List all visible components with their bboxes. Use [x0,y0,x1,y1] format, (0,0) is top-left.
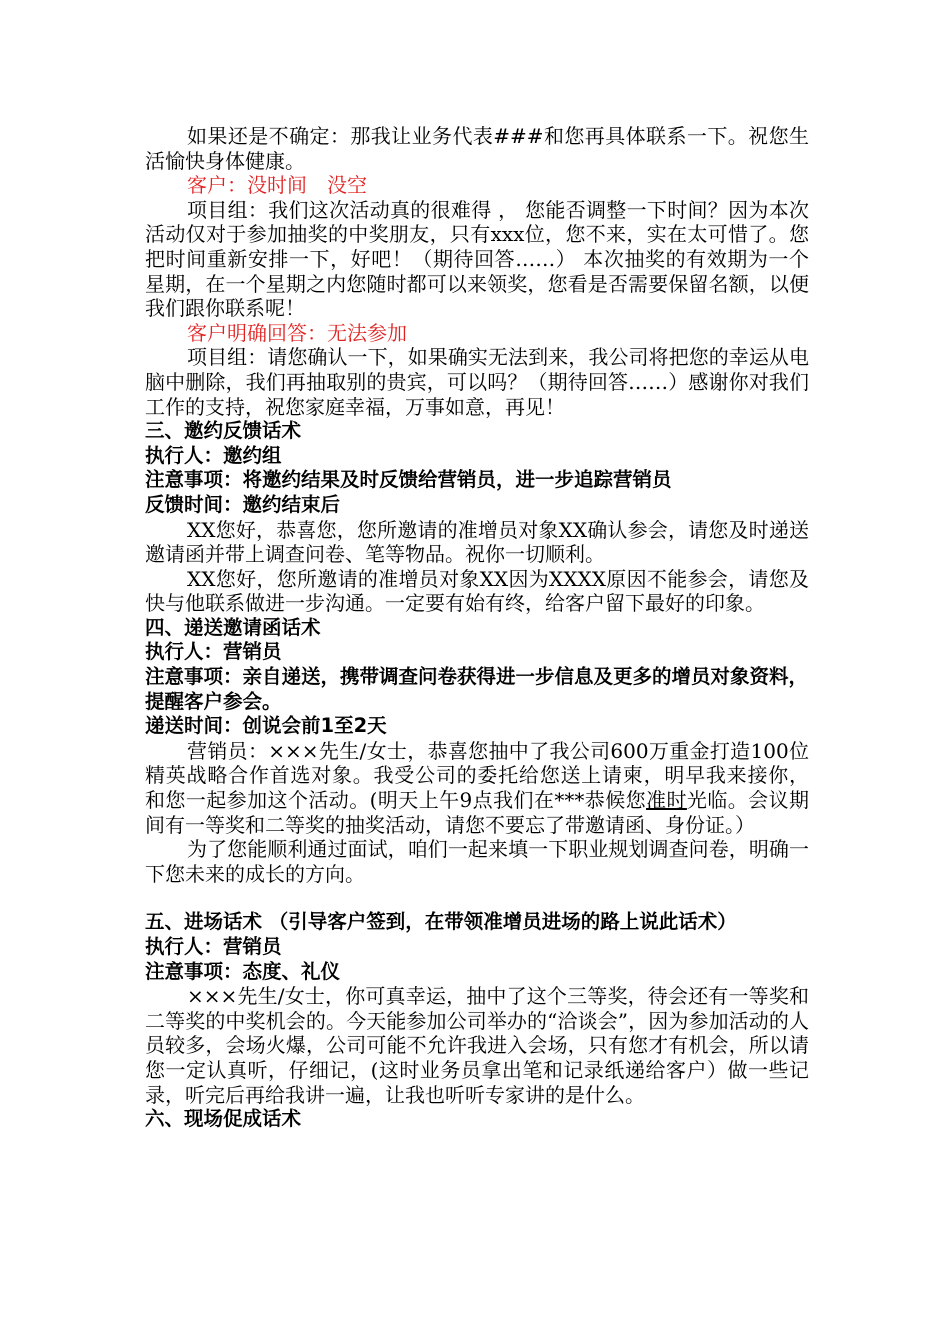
customer-cannot-attend-label: 客户明确回答：无法参加 [187,320,407,345]
section-4-executor: 执行人：营销员 [145,640,282,664]
section-4-paragraph-survey: 为了您能顺利通过面试，咱们一起来填一下职业规划调查问卷，明确一下您未来的成长的方向。 [145,837,809,886]
section-3-paragraph-confirmed: XX您好，恭喜您，您所邀请的准增员对象XX确认参会，请您及时递送邀请函并带上调查问卷、笔等物品。祝你一切顺利。 [145,517,809,567]
section-5-notes: 注意事项：态度、礼仪 [145,959,341,983]
section-3-paragraph-declined: XX您好，您所邀请的准增员对象XX因为XXXX原因不能参会，请您及快与他联系做进一步沟通。一定要有始有终，给客户留下最好的印象。 [145,566,809,616]
section-4-text-a: 营销员：×××先生/女士，恭喜您抽中了我公司600万重金打造100位精英战略合作首选对象。我受公司的委托给您送上请柬，明早我来接你， 和您一起参加这个活动。(明天上午9点我们在***恭候您 [145,738,809,813]
section-5-executor: 执行人：营销员 [145,935,282,958]
section-4-time: 递送时间：创说会前1至2天 [145,714,387,738]
section-3-executor: 执行人：邀约组 [145,443,282,467]
section-5-title: 五、进场话术 （引导客户签到，在带领准增员进场的路上说此话术） [145,910,737,934]
section-3-title: 三、邀约反馈话术 [145,419,302,443]
paragraph-uncertain-followup: 如果还是不确定：那我让业务代表###和您再具体联系一下。祝您生活愉快身体健康。 [145,124,809,173]
section-5-paragraph-entry-script: ×××先生/女士，你可真幸运，抽中了这个三等奖，待会还有一等奖和二等奖的中奖机会的。今天能参加公司举办的“洽谈会”，因为参加活动的人员较多，会场火爆，公司可能不允许我进入会场，只有您才有机会，所以请您一定认真听，仔细记，(这时业务员拿出笔和记录纸递给客户）做一些记录，听完后再给我讲一遍，让我也听听专家讲的是什么。 [145,984,809,1107]
section-4-notes: 注意事项：亲自递送，携带调查问卷获得进一步信息及更多的增员对象资料，提醒客户参会。 [145,665,809,713]
blank-line [145,886,809,910]
section-3-time: 反馈时间：邀约结束后 [145,492,341,516]
section-4-paragraph-invitation [145,739,809,837]
section-4-title: 四、递送邀请函话术 [145,615,321,639]
document-page [145,124,809,1132]
section-4-text-b: 光临。会议期间有一等奖和二等奖的抽奖活动，请您不要忘了带邀请函、身份证。） [145,788,810,837]
section-4-underlined-text: 准时 [646,788,687,813]
section-3-notes: 注意事项：将邀约结果及时反馈给营销员，进一步追踪营销员 [145,468,672,492]
customer-no-time-label: 客户：没时间 没空 [187,173,367,198]
section-6-title: 六、现场促成话术 [145,1107,302,1131]
paragraph-project-group-reschedule: 项目组：我们这次活动真的很难得 ， 您能否调整一下时间？因为本次活动仅对于参加抽奖的中奖朋友，只有xxx位，您不来，实在太可惜了。您把时间重新安排一下，好吧！（期待回答……） 本次抽奖的有效期为一个星期，在一个星期之内您随时都可以来领奖，您看是否需要保留名额，以便我们跟你联系呢！ [145,197,809,321]
paragraph-project-group-confirm: 项目组：请您确认一下，如果确实无法到来，我公司将把您的幸运从电脑中删除，我们再抽取别的贵宾，可以吗？（期待回答……）感谢你对我们工作的支持，祝您家庭幸福，万事如意，再见！ [145,345,809,419]
